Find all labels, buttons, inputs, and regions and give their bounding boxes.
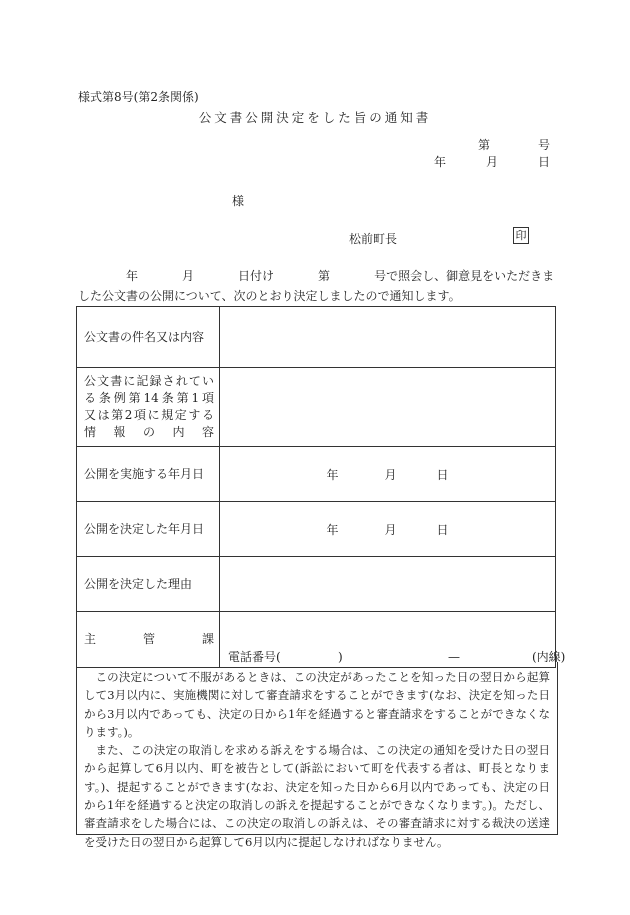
table-row xyxy=(77,368,556,447)
label-department xyxy=(77,612,220,668)
notice-paragraph: この決定について不服があるときは、この決定があったことを知った日の翌日から起算して3月以内に、実施機関に対して審査請求をすることができます(なお、決定を知った日から3月以内であっても、決定の日から1年を経過すると審査請求をすることができなくなります。)。 xyxy=(84,670,550,739)
phone-extension: (内線) xyxy=(532,650,566,664)
phone-dash: — xyxy=(448,650,460,664)
intro-rest: 号で照会し、御意見をいただきました公文書の公開について、次のとおり決定しましたので通知します。 xyxy=(78,269,555,303)
value-department xyxy=(220,612,566,668)
document-title: 公文書公開決定をした旨の通知書 xyxy=(198,110,432,125)
seal-mark: 印 xyxy=(513,227,529,244)
notice-paragraph: また、この決定の取消しを求める訴えをする場合は、この決定の通知を受けた日の翌日から起算して6月以内、町を被告として(訴訟において町を代表する者は、町長となります。)、提起することができます(なお、決定を知った日から6月以内であっても、決定の日から1年を経過すると決定の取消しの訴えを提起することができなくなります。)。ただし、審査請求をした場合には、この決定の取消しの訴えは、その審査請求に対する裁決の送達を受けた日の翌日から起算して6月以内に提起しなければなりません。 xyxy=(84,743,550,849)
label-document-subject: 公文書の件名又は内容 xyxy=(77,307,220,368)
intro-day-dated: 日付け xyxy=(238,269,275,283)
table-row xyxy=(77,612,556,668)
label-decision-date: 公開を決定した年月日 xyxy=(77,502,220,557)
label-line: 又は第2項に規定する xyxy=(84,408,214,422)
appeal-notice xyxy=(76,662,558,849)
phone-close: ) xyxy=(338,650,343,664)
intro-year: 年 xyxy=(126,269,139,283)
table-row xyxy=(77,557,556,612)
table-row xyxy=(77,307,556,368)
label-line: る条例第14条第1項 xyxy=(84,391,214,405)
label-info-content xyxy=(77,368,220,447)
intro-month: 月 xyxy=(182,269,195,283)
value-disclosure-date xyxy=(220,447,556,502)
date-year: 年 xyxy=(433,155,446,169)
cell-month: 月 xyxy=(384,467,397,482)
cell-month: 月 xyxy=(384,522,397,537)
decision-table xyxy=(76,306,566,668)
issue-date xyxy=(434,153,550,170)
table-row xyxy=(77,502,556,557)
cell-year: 年 xyxy=(326,522,339,537)
value-decision-date xyxy=(220,502,556,557)
label-line: 主 管 課 xyxy=(84,632,214,646)
value-decision-reason xyxy=(220,557,556,612)
cell-day: 日 xyxy=(436,522,449,537)
recipient-honorific: 様 xyxy=(232,194,245,208)
intro-text xyxy=(78,266,556,306)
form-number: 様式第8号(第2条関係) xyxy=(78,90,199,104)
cell-day: 日 xyxy=(436,467,449,482)
table-row xyxy=(77,447,556,502)
number-dai: 第 xyxy=(477,138,490,152)
issuer-name: 松前町長 xyxy=(349,232,398,246)
phone-label: 電話番号( xyxy=(228,650,281,664)
date-month: 月 xyxy=(485,155,498,169)
document-number xyxy=(478,136,550,153)
label-line: 公文書に記録されてい xyxy=(84,374,214,388)
value-info-content xyxy=(220,368,556,447)
label-decision-reason: 公開を決定した理由 xyxy=(77,557,220,612)
intro-dai: 第 xyxy=(318,269,331,283)
cell-year: 年 xyxy=(326,467,339,482)
value-document-subject xyxy=(220,307,556,368)
label-line: 情 報 の 内 容 xyxy=(84,425,214,439)
number-gou: 号 xyxy=(537,138,550,152)
date-day: 日 xyxy=(537,155,550,169)
label-disclosure-date: 公開を実施する年月日 xyxy=(77,447,220,502)
